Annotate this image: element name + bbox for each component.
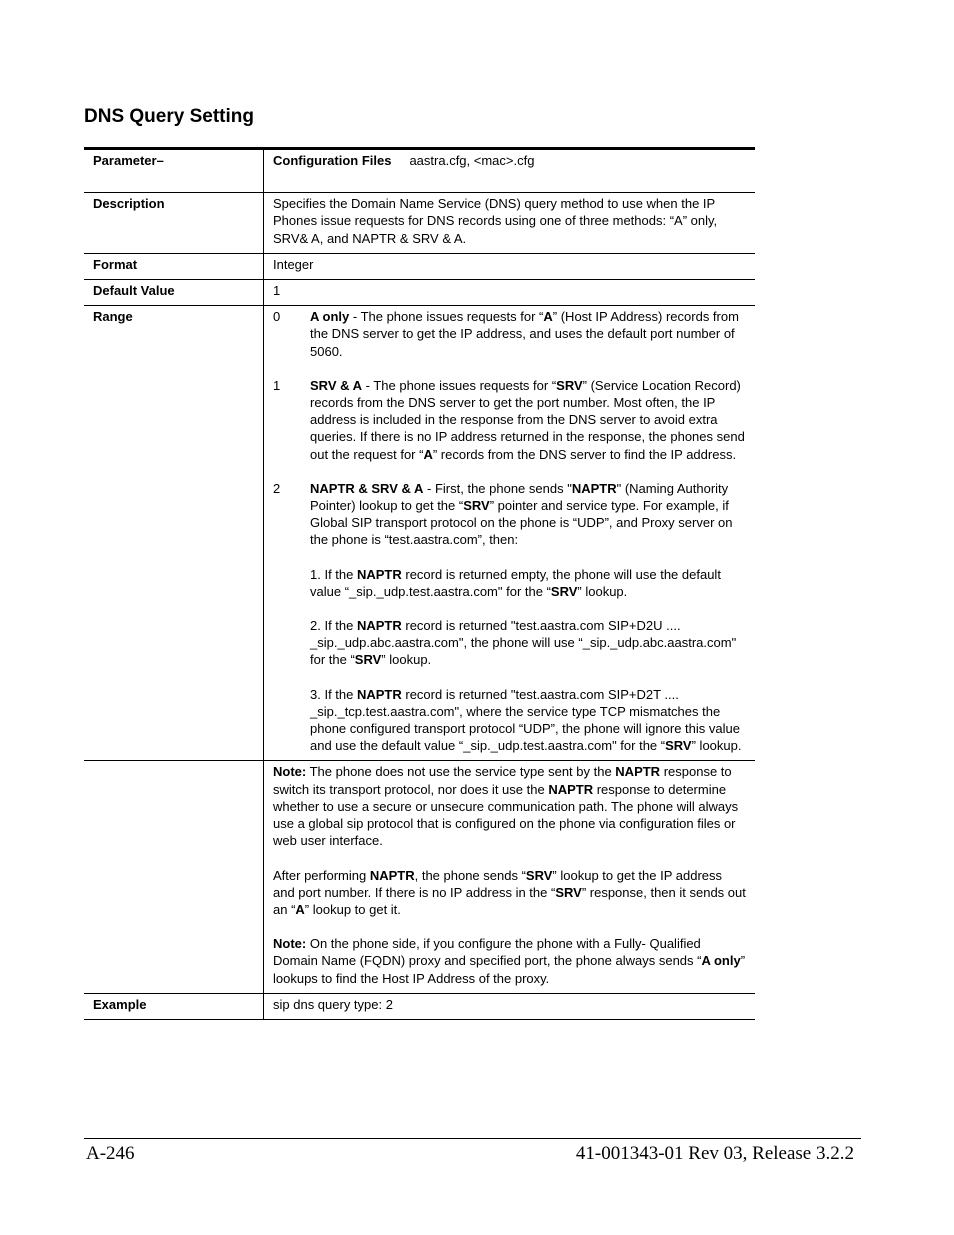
document-revision: 41-001343-01 Rev 03, Release 3.2.2 [575,1143,854,1164]
range-text: ” pointer and service type. For example, if Global SIP transport protocol on the phone is “UDP”, and Proxy server on the phone is “test.aastra.com”, then: [310,498,733,548]
range-label: Range [84,306,264,761]
sub-bold: NAPTR [356,618,402,634]
range-item-0 [273,308,747,360]
note-paragraph-1 [273,763,747,849]
range-text: ” (Service Location Record) records from the DNS server to get the port number. Most often, the IP address is included in the response from the DNS server to avoid extra queries. If there is no IP address returned in the response, the phones send out the request for “ [310,377,745,462]
range-item-1 [273,377,747,463]
example-label: Example [84,993,264,1019]
description-label: Description [84,193,264,254]
note-bold: A only [701,953,741,969]
format-row [84,253,755,279]
range-row [84,306,755,761]
sub-text: 1. If the [310,566,357,582]
sub-bold: SRV [665,738,692,754]
example-row [84,993,755,1019]
default-value-row [84,280,755,306]
sub-text: record is returned "test.aastra.com SIP+D2U .... _sip._udp.abc.aastra.com", the phone will use “_sip._udp.abc.aastra.com" for the “ [310,618,737,668]
notes-text [264,761,756,993]
parameter-label-text: Parameter– [93,153,164,168]
sub-text: ” lookup. [691,738,742,754]
note-text: response to determine whether to use a secure or unsecure communication path. The phone will always use a global sip protocol that is configured on the phone via configuration files or web user interface. [273,781,739,849]
note-text: ” lookups to find the Host IP Address of the proxy. [273,953,746,986]
note-text: ” lookup to get the IP address and port number. If there is no IP address in the “ [273,867,723,900]
range-text: ” (Host IP Address) records from the DNS server to get the IP address, and uses the default port number of 5060. [310,309,739,359]
range-description [310,377,747,463]
sub-text: 2. If the [310,618,357,634]
description-text: Specifies the Domain Name Service (DNS) query method to use when the IP Phones issue requests for DNS records using one of three methods: “A” only, SRV& A, and NAPTR & SRV & A. [273,196,718,246]
note-bold: SRV [555,884,582,900]
note-text: ” response, then it sends out an “ [273,884,746,917]
config-files-label: Configuration Files [273,153,392,168]
range-text: - The phone issues requests for “ [349,309,544,325]
description-row [84,193,755,254]
sub-text: ” lookup. [577,583,628,599]
range-number: 0 [273,309,281,325]
sub-bold: SRV [354,652,382,668]
range-bold: NAPTR [571,480,617,496]
note-bold: A [295,901,305,917]
range-number: 2 [273,480,281,496]
footer-divider [84,1138,861,1139]
config-files-cell [264,149,756,193]
note-bold: NAPTR [615,764,661,780]
range-name: A only [310,309,350,325]
range-description [310,480,747,755]
range-text: ” records from the DNS server to find the IP address. [432,446,737,462]
config-files-value: aastra.cfg, <mac>.cfg [409,153,535,168]
default-value-label: Default Value [84,280,264,306]
range-text: " (Naming Authority Pointer) lookup to get the “ [310,480,729,514]
header-row [84,149,755,193]
sub-bold: NAPTR [356,566,402,582]
default-value-value: 1 [273,283,281,299]
range-bold: SRV [463,498,490,514]
note-text: , the phone sends “ [414,867,526,883]
page-number: A-246 [86,1143,135,1164]
note-bold: SRV [525,867,553,883]
range-bold: A [543,309,553,325]
sub-item-3 [310,686,747,755]
note-paragraph-2 [273,867,747,919]
note-text: response to switch its transport protocol, nor does it use the [273,764,732,797]
note-text: On the phone side, if you configure the phone with a Fully- Qualified Domain Name (FQDN) proxy and specified port, the phone always sends “ [273,936,702,969]
note-text: The phone does not use the service type sent by the [306,764,616,780]
sub-text: record is returned "test.aastra.com SIP+D2T .... _sip._tcp.test.aastra.com", where the service type TCP mismatches the phone configured transport protocol “UDP”, the phone will ignore this value and use the default value “_sip._udp.test.aastra.com" for the “ [310,686,740,754]
note-bold: NAPTR [369,867,415,883]
range-text: - The phone issues requests for “ [362,377,557,393]
page-title: DNS Query Setting [84,106,254,127]
sub-item-2 [310,617,747,669]
note-paragraph-3 [273,935,747,987]
range-values [264,306,756,761]
range-bold: SRV [556,377,583,393]
range-description [310,308,747,360]
format-value: Integer [273,256,314,272]
range-item-2 [273,480,747,755]
notes-label-empty [84,761,264,993]
sub-text: 3. If the [310,686,357,702]
sub-bold: SRV [550,583,578,599]
format-label: Format [84,253,264,279]
note-text: ” lookup to get it. [304,901,401,917]
parameter-table [84,147,755,1020]
example-value: sip dns query type: 2 [273,996,393,1012]
note-label: Note: [273,936,307,952]
sub-bold: NAPTR [356,686,402,702]
parameter-label [84,149,264,193]
note-label: Note: [273,764,307,780]
range-name: SRV & A [310,377,363,393]
range-bold: A [423,446,433,462]
range-name: NAPTR & SRV & A [310,480,424,496]
sub-text: record is returned empty, the phone will use the default value “_sip._udp.test.aastra.com" for the “ [310,566,721,599]
sub-text: ” lookup. [381,652,432,668]
note-bold: NAPTR [548,781,594,797]
sub-item-1 [310,566,747,600]
range-number: 1 [273,377,281,393]
range-text: - First, the phone sends " [423,480,572,496]
notes-row [84,761,755,993]
note-text: After performing [273,867,370,883]
